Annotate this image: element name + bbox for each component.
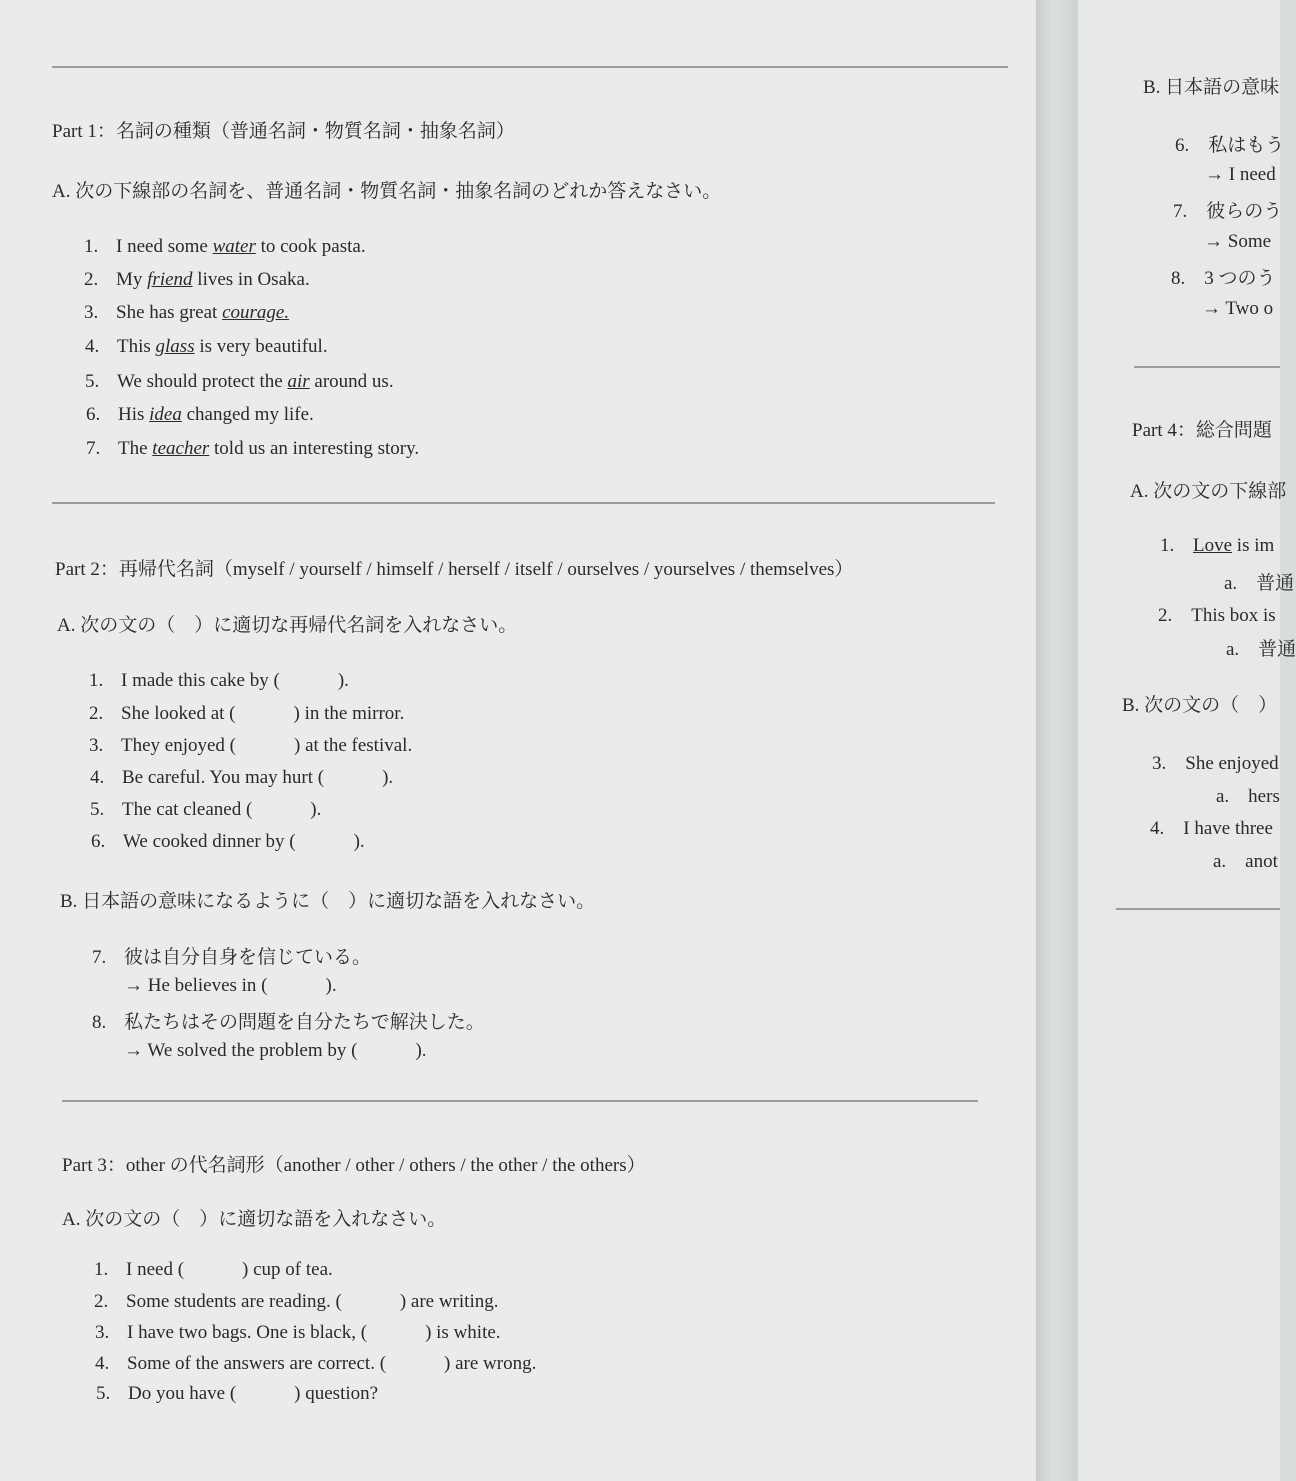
question-item [92,1007,485,1034]
question-number: 3. [95,1322,110,1343]
question-number: 7. [92,947,107,968]
question-text: His [118,404,145,425]
question-text: This [117,336,151,357]
page-gap [1036,0,1078,1481]
part4-q1-choice-a: a. 普通 [1224,573,1295,594]
question-item [96,1383,378,1405]
part4-question-3: 3. She enjoyed [1152,753,1279,774]
question-number: 4. [85,336,100,357]
question-text: Do you have ( [128,1383,237,1404]
question-text: Be careful. You may hurt ( [122,767,325,788]
question-number: 1. [94,1259,109,1280]
question-item [94,1259,333,1281]
question-number: 3. [84,302,99,323]
right-divider-bottom [1116,908,1280,910]
question-item [94,1291,498,1313]
underlined-noun: teacher [152,438,210,459]
question-number: 3. [89,735,104,756]
japanese-sentence: 彼は自分自身を信じている。 [124,947,372,968]
divider-top [52,66,1008,68]
part3-title: Part 3：other の代名詞形（another / other / others / the other / the others） [62,1155,646,1176]
question-number: 1. [84,236,99,257]
right-answer-8: → Two o [1202,298,1274,319]
question-text: We should protect the [117,371,283,392]
question-text-rest: changed my life. [186,404,314,425]
divider-part3 [62,1100,978,1102]
answer-prompt: → We solved the problem by ( [124,1040,358,1061]
underlined-noun: courage. [222,302,290,323]
question-number: 5. [85,371,100,392]
answer-line [124,975,337,997]
question-text-rest: is very beautiful. [199,336,328,357]
part1-title: Part 1：名詞の種類（普通名詞・物質名詞・抽象名詞） [52,121,515,142]
question-number: 4. [90,767,105,788]
part2-title: Part 2：再帰代名詞（myself / yourself / himself / herself / itself / ourselves / yourselves / themselves） [55,559,854,580]
question-text: Some of the answers are correct. ( [127,1353,387,1374]
question-text-rest: ) cup of tea. [242,1259,333,1280]
question-text-rest: ) in the mirror. [293,703,405,724]
part3-instruction: A. 次の文の（ ）に適切な語を入れなさい。 [62,1209,447,1230]
part2-instruction-b: B. 日本語の意味になるように（ ）に適切な語を入れなさい。 [60,891,596,912]
question-text: The cat cleaned ( [122,799,253,820]
right-page-content [1078,0,1296,1481]
question-number: 6. [86,404,101,425]
question-text-rest: ) at the festival. [294,735,413,756]
answer-prompt-rest: ). [415,1040,427,1061]
question-number: 8. [92,1012,107,1033]
right-answer-7: → Some [1204,231,1272,252]
question-item [95,1322,501,1344]
question-item [92,942,371,969]
question-number: 7. [86,438,101,459]
answer-line [124,1040,427,1062]
underlined-noun: air [287,371,310,392]
underlined-noun: glass [155,336,195,357]
right-question-7: 7. 彼らのう [1173,201,1283,222]
question-text-rest: ) are wrong. [444,1353,537,1374]
question-text-rest: told us an interesting story. [214,438,420,459]
question-item [84,236,366,258]
answer-prompt: → He believes in ( [124,975,268,996]
part4-q4-choice-a: a. anot [1213,851,1278,872]
question-text-rest: around us. [314,371,394,392]
question-number: 5. [90,799,105,820]
part4-q1-number: 1. [1160,535,1175,556]
question-text: I have two bags. One is black, ( [127,1322,368,1343]
part4-q1-rest: is im [1236,535,1275,556]
question-text: I need some [116,236,208,257]
question-item [89,735,412,757]
question-text: I made this cake by ( [121,670,280,691]
right-answer-6: → I need [1205,164,1276,185]
question-item [84,269,310,291]
question-number: 2. [89,703,104,724]
question-item [89,670,349,692]
part4-question-1 [1160,535,1274,557]
question-number: 6. [91,831,106,852]
question-text: She has great [116,302,218,323]
question-text: They enjoyed ( [121,735,237,756]
question-text-rest: to cook pasta. [260,236,366,257]
question-item [90,767,393,789]
question-number: 4. [95,1353,110,1374]
question-text: The [118,438,148,459]
question-text-rest: lives in Osaka. [197,269,310,290]
part2-instruction-a: A. 次の文の（ ）に適切な再帰代名詞を入れなさい。 [57,615,518,636]
question-text-rest: ) are writing. [399,1291,499,1312]
question-text-rest: ) question? [294,1383,379,1404]
question-item [85,336,328,358]
question-text-rest: ). [382,767,394,788]
question-item [86,404,314,426]
question-text: We cooked dinner by ( [123,831,296,852]
question-text: Some students are reading. ( [126,1291,342,1312]
question-item [89,703,404,725]
underlined-noun: idea [149,404,182,425]
part4-question-2: 2. This box is [1158,605,1276,626]
question-item [90,799,321,821]
underlined-noun: friend [147,269,193,290]
question-number: 2. [94,1291,109,1312]
japanese-sentence: 私たちはその問題を自分たちで解決した。 [124,1012,485,1033]
part4-question-4: 4. I have three [1150,818,1273,839]
question-item [84,302,289,324]
question-item [86,438,419,460]
question-text-rest: ) is white. [425,1322,501,1343]
question-item [85,371,394,393]
part4-instruction-b: B. 次の文の（ ） [1122,695,1278,716]
question-text: I need ( [126,1259,185,1280]
question-text-rest: ). [353,831,365,852]
question-item [91,831,365,853]
right-question-8: 8. 3 つのう [1171,268,1276,289]
question-number: 2. [84,269,99,290]
answer-prompt-rest: ). [325,975,337,996]
part4-title: Part 4：総合問題 [1132,420,1272,441]
question-text: My [116,269,143,290]
question-number: 5. [96,1383,111,1404]
right-divider-part4 [1134,366,1280,368]
divider-part2 [52,502,995,504]
question-item [95,1353,536,1375]
question-text-rest: ). [310,799,322,820]
right-question-6: 6. 私はもう [1175,135,1285,156]
question-text: She looked at ( [121,703,236,724]
part4-q1-underlined: Love [1193,535,1233,556]
question-number: 1. [89,670,104,691]
part4-q2-choice-a: a. 普通 [1226,639,1296,660]
question-text-rest: ). [337,670,349,691]
right-instruction-b: B. 日本語の意味 [1143,77,1280,98]
part4-q3-choice-a: a. hers [1216,786,1280,807]
part4-instruction-a: A. 次の文の下線部 [1130,481,1287,502]
part1-instruction: A. 次の下線部の名詞を、普通名詞・物質名詞・抽象名詞のどれか答えなさい。 [52,181,722,202]
underlined-noun: water [212,236,256,257]
